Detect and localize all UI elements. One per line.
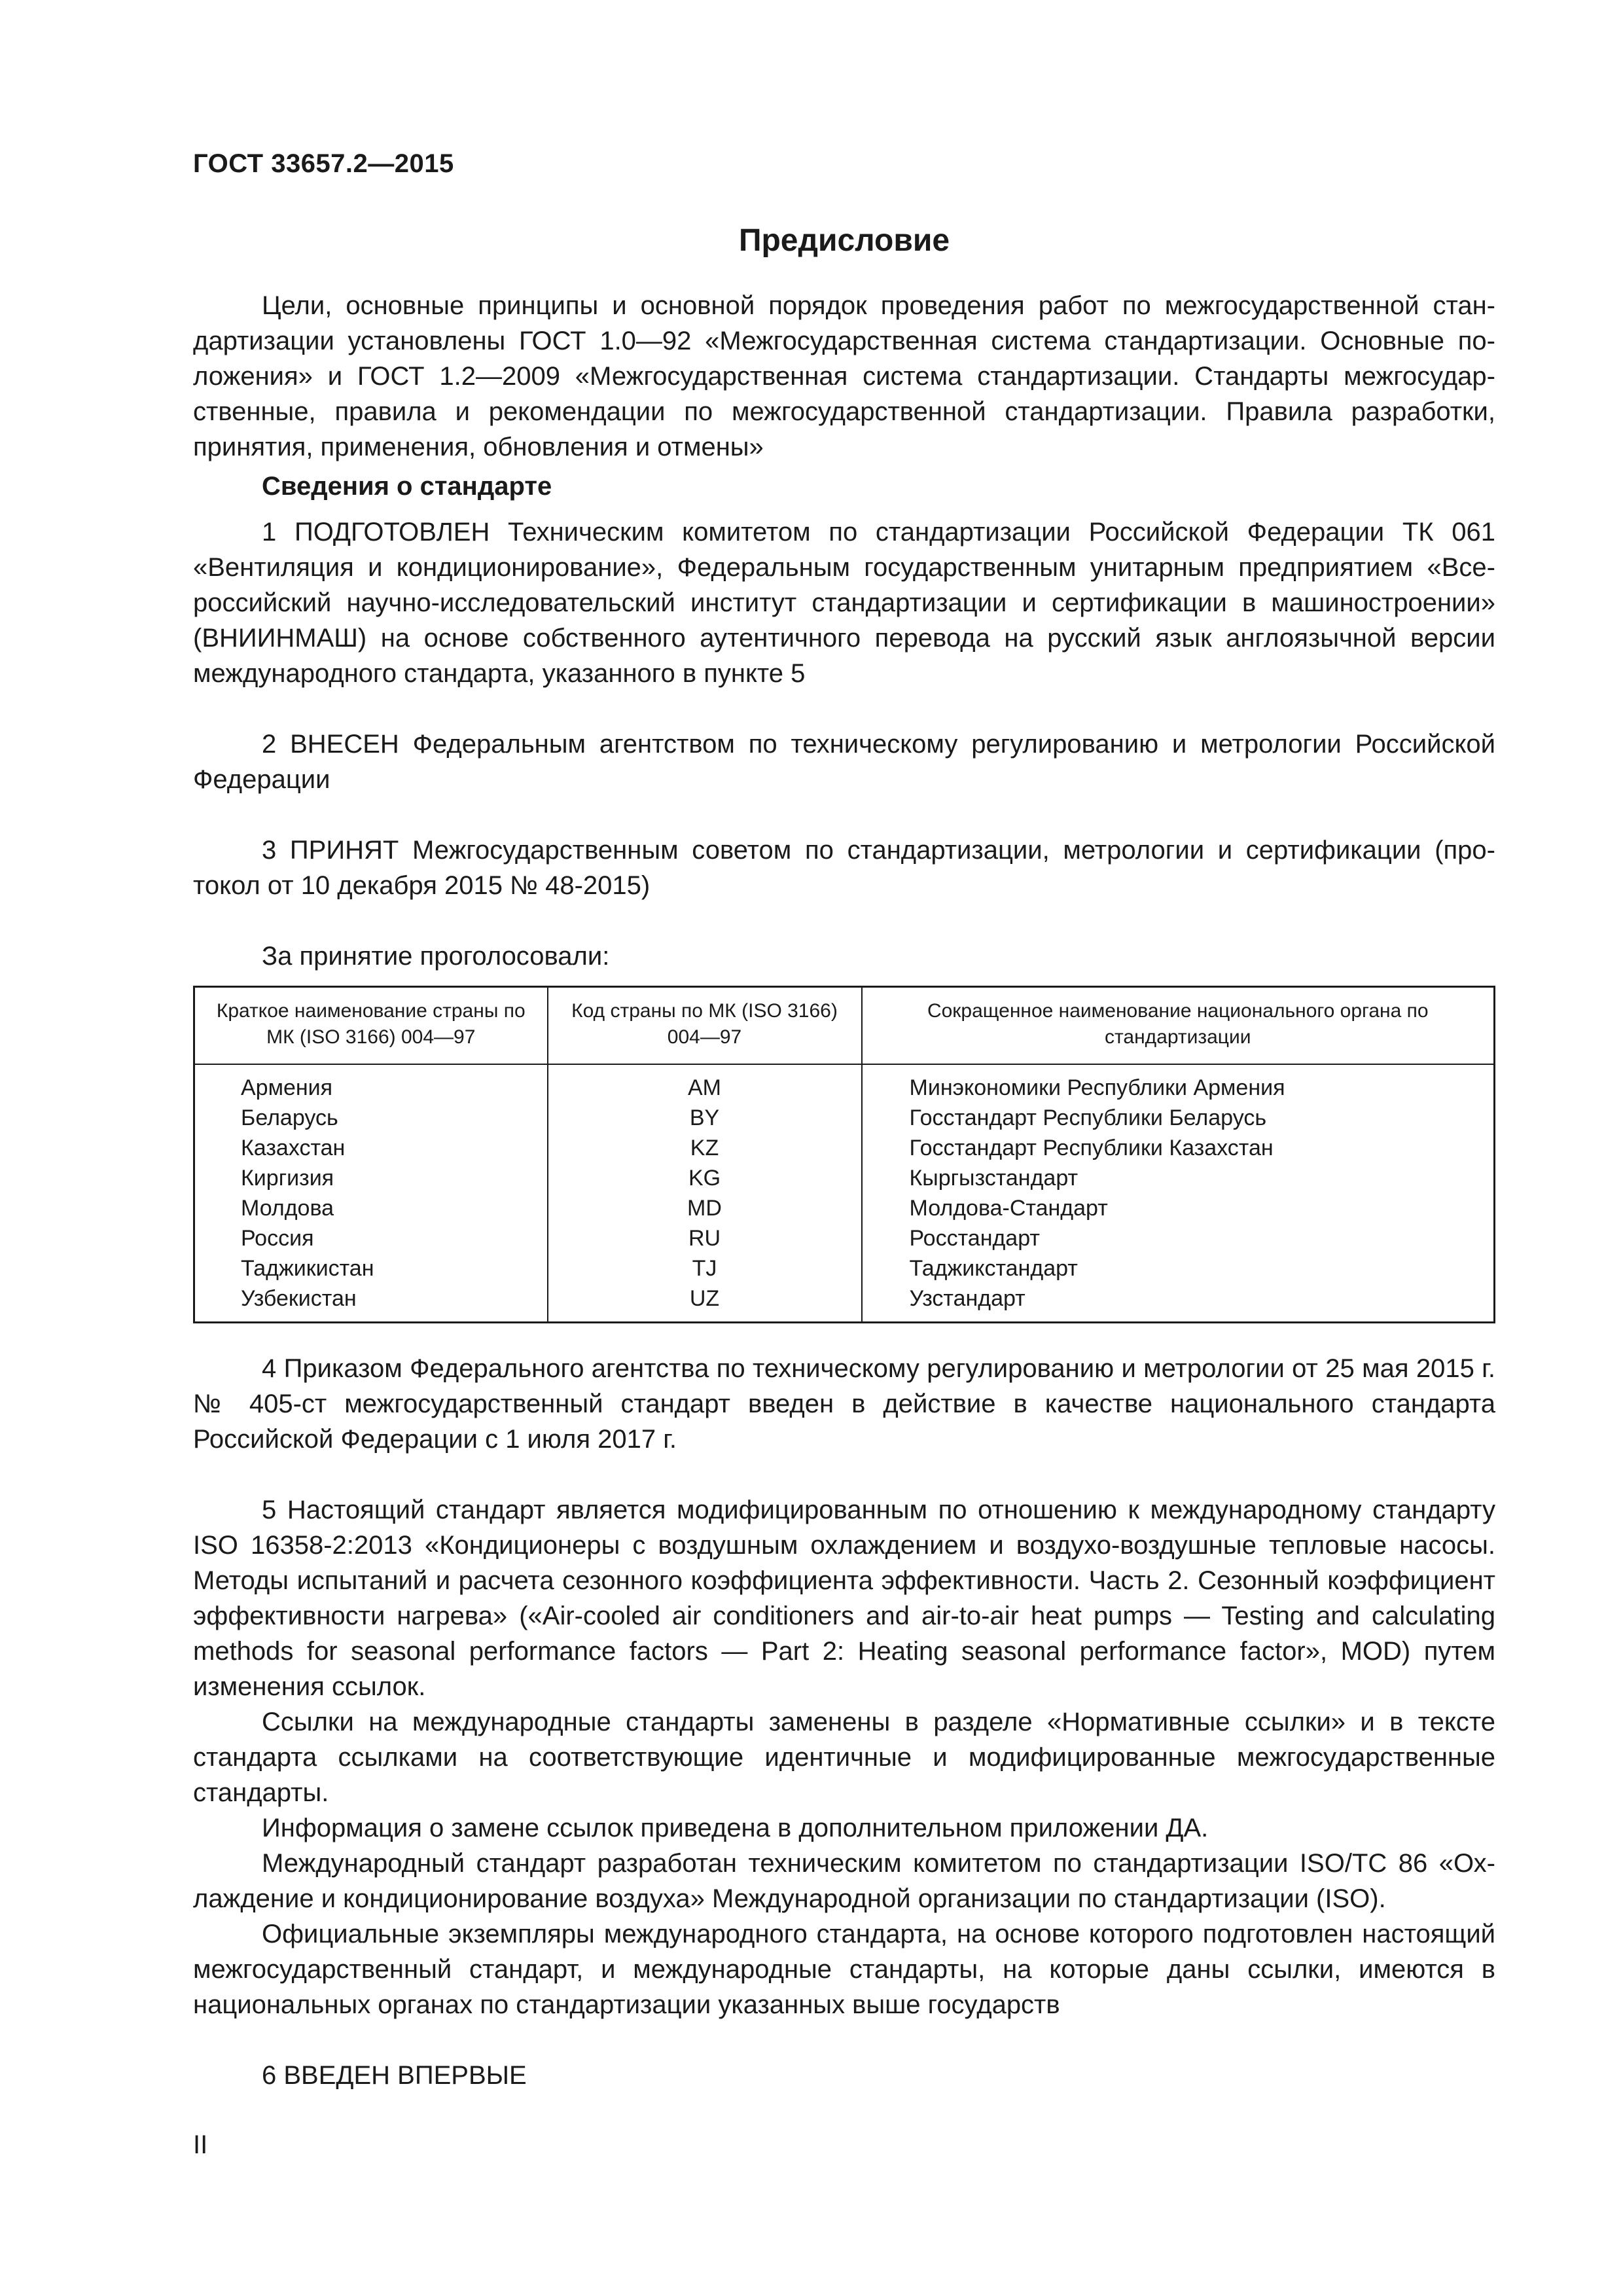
cell-code: RU xyxy=(548,1223,862,1253)
column-header-authority: Сокращенное наименование национального органа по стандартизации xyxy=(862,987,1495,1065)
document-body xyxy=(193,288,1495,2093)
cell-country: Таджикистан xyxy=(194,1253,548,1283)
table-body xyxy=(194,1064,1495,1323)
cell-code: KG xyxy=(548,1163,862,1193)
cell-code: UZ xyxy=(548,1283,862,1323)
item-4-order: 4 Приказом Федерального агентства по техническому регулированию и метрологии от 25 мая 2015 г. № 405-ст межгосударственный стандарт введен в действие в качестве национального стандарта Российской Федерации с 1 июля 2017 г. xyxy=(193,1354,1495,1454)
intro-paragraph: Цели, основные принципы и основной порядок проведения работ по межгосударственной стандартизации установлены ГОСТ 1.0—92 «Межгосударственная система стандартизации. Основные положения» и ГОСТ 1.2—2009 «Межгосударственная система стандартизации. Стандарты межгосударственные, правила и рекомендации по межгосударственной стандартизации. Правила разработки, принятия, применения, обновления и отмены» xyxy=(193,291,1495,461)
cell-country: Беларусь xyxy=(194,1103,548,1133)
item-5-modified: 5 Настоящий стандарт является модифицированным по отношению к международному стандарту ISO 16358-2:2013 «Кондиционеры с воздушным охлаждением и воздухо-воздушные тепловые насосы. Методы испытаний и расчета сезонного коэффициента эффективности. Часть 2. Сезонный коэффициент эффективности нагрева» («Air-cooled air conditioners and air-to-air heat pumps — Testing and calculating methods for seasonal performance factors — Part 2: Heating seasonal performance factor», MOD) путем изменения ссылок. xyxy=(193,1496,1495,1701)
cell-country: Россия xyxy=(194,1223,548,1253)
item-1-prepared: 1 ПОДГОТОВЛЕН Техническим комитетом по стандартизации Российской Федерации ТК 061 «Вентиляция и кондиционирование», Федеральным государственным унитарным предприятием «Всероссийский научно-исследовательский институт стандартизации и сертификации в машиностроении» (ВНИИНМАШ) на основе собственного аутентичного перевода на русский язык англоязычной версии международного стандарта, указанного в пункте 5 xyxy=(193,518,1495,688)
voting-table-wrapper xyxy=(193,986,1495,1323)
cell-code: AM xyxy=(548,1064,862,1103)
voting-table xyxy=(193,986,1495,1323)
cell-authority: Таджикстандарт xyxy=(862,1253,1495,1283)
document-code: ГОСТ 33657.2—2015 xyxy=(193,149,454,178)
table-row xyxy=(194,1223,1495,1253)
cell-country: Казахстан xyxy=(194,1133,548,1163)
cell-country: Узбекистан xyxy=(194,1283,548,1323)
item-2-introduced: 2 ВНЕСЕН Федеральным агентством по техническому регулированию и метрологии Российской Федерации xyxy=(193,730,1495,794)
cell-country: Киргизия xyxy=(194,1163,548,1193)
cell-country: Молдова xyxy=(194,1193,548,1223)
item-5-official-copies: Официальные экземпляры международного стандарта, на основе которого подготовлен настоящий межгосударственный стандарт, и международные стандарты, на которые даны ссылки, имеются в национальных органах по стандартизации указанных выше государств xyxy=(193,1920,1495,2019)
item-6-introduced-first: 6 ВВЕДЕН ВПЕРВЫЕ xyxy=(262,2061,527,2090)
cell-authority: Госстандарт Республики Беларусь xyxy=(862,1103,1495,1133)
table-row xyxy=(194,1064,1495,1103)
cell-code: MD xyxy=(548,1193,862,1223)
column-header-country: Краткое наименование страны по МК (ISO 3166) 004—97 xyxy=(194,987,548,1065)
standard-info-heading: Сведения о стандарте xyxy=(262,472,552,501)
table-row xyxy=(194,1133,1495,1163)
table-row xyxy=(194,1193,1495,1223)
column-header-code: Код страны по МК (ISO 3166) 004—97 xyxy=(548,987,862,1065)
item-3-adopted: 3 ПРИНЯТ Межгосударственным советом по стандартизации, метрологии и сертификации (протокол от 10 декабря 2015 № 48-2015) xyxy=(193,836,1495,900)
vote-intro: За принятие проголосовали: xyxy=(262,942,610,971)
table-row xyxy=(194,1253,1495,1283)
cell-authority: Госстандарт Республики Казахстан xyxy=(862,1133,1495,1163)
page-number: II xyxy=(193,2130,208,2159)
item-5-references: Ссылки на международные стандарты заменены в разделе «Нормативные ссылки» и в тексте стандарта ссылками на соответствующие идентичные и модифицированные межгосударственные стандарты. xyxy=(193,1708,1495,1807)
item-5-annex: Информация о замене ссылок приведена в дополнительном приложении ДА. xyxy=(262,1814,1209,1842)
table-header-row xyxy=(194,987,1495,1065)
cell-authority: Кыргызстандарт xyxy=(862,1163,1495,1193)
cell-authority: Минэкономики Республики Армения xyxy=(862,1064,1495,1103)
cell-authority: Молдова-Стандарт xyxy=(862,1193,1495,1223)
cell-authority: Узстандарт xyxy=(862,1283,1495,1323)
cell-code: BY xyxy=(548,1103,862,1133)
table-row xyxy=(194,1103,1495,1133)
page-title: Предисловие xyxy=(738,223,950,258)
table-row xyxy=(194,1163,1495,1193)
cell-country: Армения xyxy=(194,1064,548,1103)
table-row xyxy=(194,1283,1495,1323)
cell-authority: Росстандарт xyxy=(862,1223,1495,1253)
item-5-technical-committee: Международный стандарт разработан техническим комитетом по стандартизации ISO/TC 86 «Охлаждение и кондиционирование воздуха» Международной организации по стандартизации (ISO). xyxy=(193,1849,1495,1913)
cell-code: KZ xyxy=(548,1133,862,1163)
cell-code: TJ xyxy=(548,1253,862,1283)
